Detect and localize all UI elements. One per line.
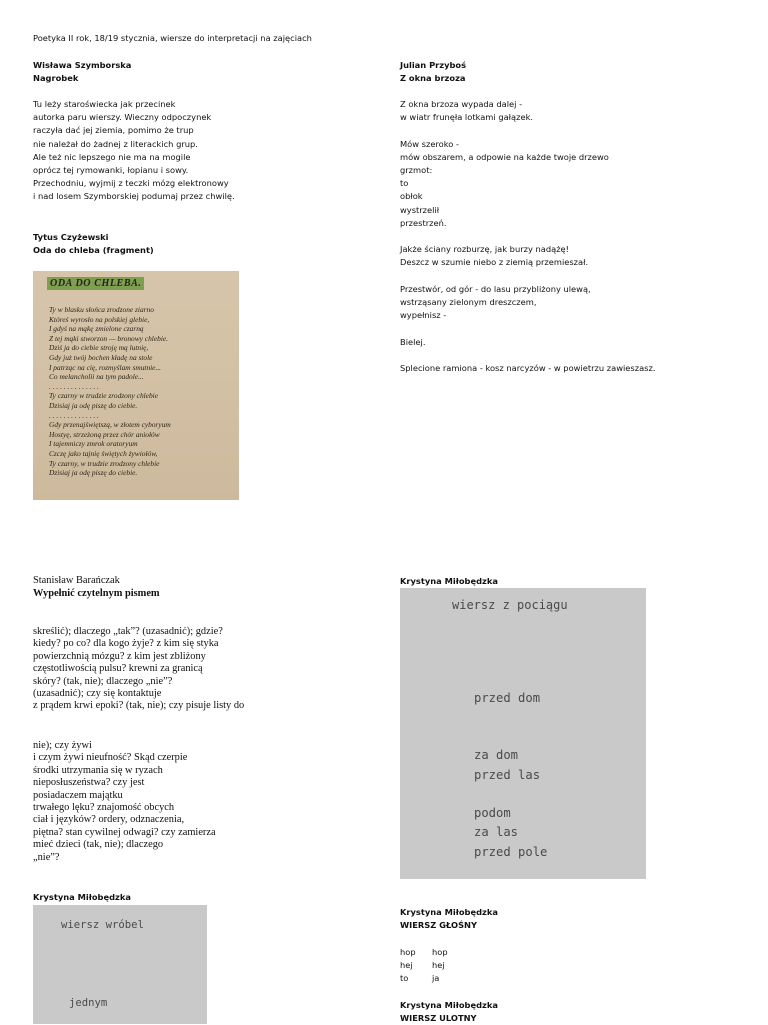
przybos-poem [400,98,655,375]
pociag-author: Krystyna Miłobędzka [400,576,498,586]
poem-line [400,230,655,243]
glosny-title: WIERSZ GŁOŚNY [400,920,477,930]
scan-line: Ty czarny w trudzie zrodzony chlebie [49,391,158,401]
scan-line: Ty w blasku słońca zrodzone ziarno [49,305,154,314]
poem-word: to [400,973,409,984]
poem-word: hop [400,947,416,957]
poem-line: Splecione ramiona - kosz narcyzów - w powietrzu zawieszasz. [400,363,656,374]
poem-line: Tu leży staroświecka jak przecinek [33,99,176,109]
baranczak-author: Stanisław Barańczak [33,575,120,586]
poem-line [400,322,655,335]
scan-line: Gdy przenajświętszą, w złotem cyboryum [49,420,171,430]
poem-row [400,946,448,959]
poem-line: i nad losem Szymborskiej podumaj przez chwilę. [33,191,235,202]
scan-line: Gdy już twój bochen kładę na stole [49,352,153,362]
poem-line: nie); czy żywi [33,740,92,751]
przybos-author: Julian Przyboś [400,60,467,70]
przybos-title: Z okna brzoza [400,73,466,83]
poem-line: Z okna brzoza wypada dalej - [400,99,523,109]
poem-line: piętna? stan cywilnej odwagi? czy zamierza [33,826,216,838]
poem-line: autorka paru wierszy. Wieczny odpoczynek [33,112,212,123]
poem-line: przed las [474,767,541,782]
scan-line: Któreś wyrosło na polskiej glebie, [49,314,150,324]
scan-line: Co melancholii na tym padole... [49,372,144,382]
scan-line: I patrząc na cię, rozmyślam smutnie... [49,362,162,372]
scan-title: ODA DO CHLEBA. [47,277,144,290]
poem-line: mieć dzieci (tak, nie); dlaczego [33,839,164,851]
czyzewski-title: Oda do chleba (fragment) [33,245,154,255]
poem-line: oprócz tej rymowanki, łopianu i sowy. [33,165,189,176]
poem-line: ciał i języków? ordery, odznaczenia, [33,814,185,826]
poem-line: nie należał do żadnej z literackich grup. [33,138,198,149]
poem-line: przestrzeń. [400,217,447,228]
poem-line: posiadaczem majątku [33,789,123,801]
poem-line: obłok [400,191,423,202]
poem-line [400,349,655,362]
poem-line: nieposłuszeństwa? czy jest [33,777,145,789]
baranczak-poem-part2 [33,740,216,864]
poem-line: Przestwór, od gór - do lasu przybliżony ulewą, [400,283,591,294]
poem-line: (uzasadnić); czy się kontaktuje [33,688,162,700]
pociag-stanza-3 [474,804,547,879]
wrobel-title: wiersz wróbel [61,919,144,931]
page-header: Poetyka II rok, 18/19 stycznia, wiersze do interpretacji na zajęciach [33,33,312,43]
glosny-author: Krystyna Miłobędzka [400,907,498,917]
glosny-poem [400,946,448,986]
scan-line: Hostyę, strzeżoną przez chór aniołów [49,429,160,439]
poem-line: grzmot: [400,165,433,176]
poem-word: ja [432,973,440,984]
scan-line: Dzisiaj ja odę piszę do ciebie. [49,400,138,410]
poem-line [400,270,655,283]
poem-row [400,972,448,985]
poem-line: powierzchnią mózgu? z kim jest zbliżony [33,650,206,662]
poem-line: przed dom [474,690,541,705]
czyzewski-author: Tytus Czyżewski [33,232,109,242]
wrobel-typewriter-image [33,905,207,1024]
poem-line: trwałego lęku? znajomość obcych [33,802,175,814]
poem-line: raczyła dać jej ziemia, pomimo że trup [33,125,194,136]
scan-line: Dzisiaj ja odę piszę do ciebie. [49,468,138,478]
scan-line: Czczę jako tajnię świętych żywiołów, [49,448,158,458]
poem-line: Deszcz w szumie niebo z ziemią przemieszał. [400,257,589,268]
poem-line: wystrzelił [400,204,440,215]
poem-line: Przechodniu, wyjmij z teczki mózg elektronowy [33,178,229,189]
poem-word: hej [400,960,413,971]
poem-line: Ale też nic lepszego nie ma na mogile [33,151,191,162]
poem-line: to [400,178,409,189]
poem-line: skóry? (tak, nie); dlaczego „nie”? [33,675,173,687]
poem-line: przed pole [474,844,548,859]
poem-line: kiedy? po co? dla kogo żyje? z kim się styka [33,638,219,650]
poem-line: środki utrzymania się w ryzach [33,764,163,776]
poem-line: podom [474,806,511,821]
poem-word: hop [432,947,448,957]
poem-line: mów obszarem, a odpowie na każde twoje drzewo [400,151,609,162]
poem-line: za las [474,825,519,840]
poem-line: „nie”? [33,851,60,863]
ulotny-author: Krystyna Miłobędzka [400,1000,498,1010]
wrobel-poem [69,962,133,1024]
poem-line: Mów szeroko - [400,138,459,149]
szymborska-author: Wisława Szymborska [33,60,132,70]
poem-line [400,124,655,137]
poem-line: z prądem krwi epoki? (tak, nie); czy pisuje listy do [33,700,245,712]
scan-line: . . . . . . . . . . . . . . [49,410,99,420]
scan-line: Ty czarny, w trudzie zrodzony chlebie [49,458,160,468]
scan-line: Dziś ja do ciebie stroję mą lutnię, [49,343,149,353]
scan-line: I tajemniczy zmrok oratoryum [49,439,138,449]
poem-line: częstotliwością pulsu? krewni za granicą [33,663,203,675]
poem-word: hej [432,960,445,971]
scan-poem [49,305,171,478]
poem-line: skreślić); dlaczego „tak”? (uzasadnić); gdzie? [33,626,223,637]
ulotny-title: WIERSZ ULOTNY [400,1013,477,1023]
poem-line: Bielej. [400,336,426,347]
poem-line: jednym [69,997,108,1010]
baranczak-poem-part1 [33,626,244,713]
oda-scan-image [33,271,239,500]
wrobel-author: Krystyna Miłobędzka [33,892,131,902]
baranczak-title: Wypełnić czytelnym pismem [33,588,160,599]
scan-line: I gdyś na mąkę zmielone czarną [49,324,144,334]
poem-line: i czym żywi nieufność? Skąd czerpie [33,752,188,764]
poem-line: Jakże ściany rozburzę, jak burzy nadążę! [400,244,569,255]
poem-line: wstrząsany zielonym dreszczem, [400,297,537,308]
szymborska-poem [33,98,235,204]
szymborska-title: Nagrobek [33,73,79,83]
poem-line: wypełnisz - [400,310,447,321]
poem-row [400,959,448,972]
pociag-title: wiersz z pociągu [452,598,568,612]
scan-line: Z tej mąki stworzon — bronowy chlebie. [49,333,168,343]
scan-line: . . . . . . . . . . . . . . [49,381,99,391]
pociag-typewriter-image [400,588,646,879]
poem-line: za dom [474,748,519,763]
poem-line: w wiatr frunęła lotkami gałązek. [400,112,534,123]
